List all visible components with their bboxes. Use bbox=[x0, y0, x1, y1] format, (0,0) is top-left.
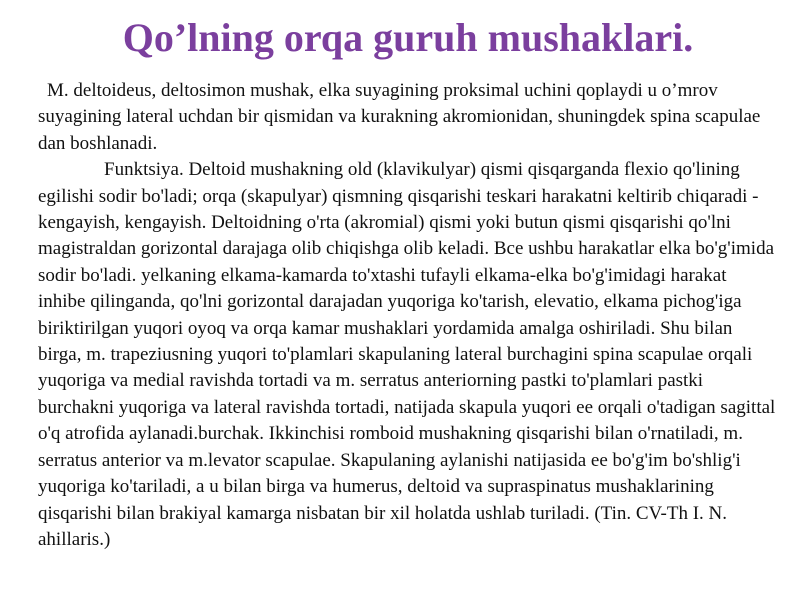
paragraph-deltoideus-intro: M. deltoideus, deltosimon mushak, elka suyagining proksimal uchini qoplaydi u o’mrov suyagining lateral uchdan bir qismidan va kurakning akromionidan, shuningdek spina scapulae dan boshlanadi. bbox=[38, 80, 761, 154]
document-body bbox=[38, 78, 778, 553]
paragraph-function: Funktsiya. Deltoid mushakning old (klavikulyar) qismi qisqarganda flexio qo'lining egilishi sodir bo'ladi; orqa (skapulyar) qismning qisqarishi teskari harakatni keltirib chiqaradi - kengayish, kengayish. Deltoidning o'rta (akromial) qismi yoki butun qismi qisqarishi qo'lni magistraldan gorizontal darajaga olib chiqishga olib keladi. Bce ushbu harakatlar elka bo'g'imida sodir bo'ladi. yelkaning elkama-kamarda to'xtashi tufayli elkama-elka bo'g'imidagi harakat inhibe qilinganda, qo'lni gorizontal darajadan yuqoriga ko'tarish, elevatio, elkama pichog'iga biriktirilgan yuqori oyoq va orqa kamar mushaklari yordamida amalga oshiriladi. Shu bilan birga, m. trapeziusning yuqori to'plamlari skapulaning lateral burchagini spina scapulae orqali yuqoriga va medial ravishda tortadi va m. serratus anteriorning pastki to'plamlari pastki burchakni yuqoriga va lateral ravishda tortadi, natijada skapula yuqori ee orqali o'tadigan sagittal o'q atrofida aylanadi.burchak. Ikkinchisi romboid mushakning qisqarishi bilan o'rnatiladi, m. serratus anterior va m.levator scapulae. Skapulaning aylanishi natijasida ee bo'g'im bo'shlig'i yuqoriga ko'tariladi, a u bilan birga va humerus, deltoid va supraspinatus mushaklarining qisqarishi bilan brakiyal kamarga nisbatan bir xil holatda ushlab turiladi. (Tin. CV-Th I. N. ahillaris.) bbox=[38, 159, 776, 550]
document-title: Qo’lning orqa guruh mushaklari. bbox=[122, 15, 694, 60]
